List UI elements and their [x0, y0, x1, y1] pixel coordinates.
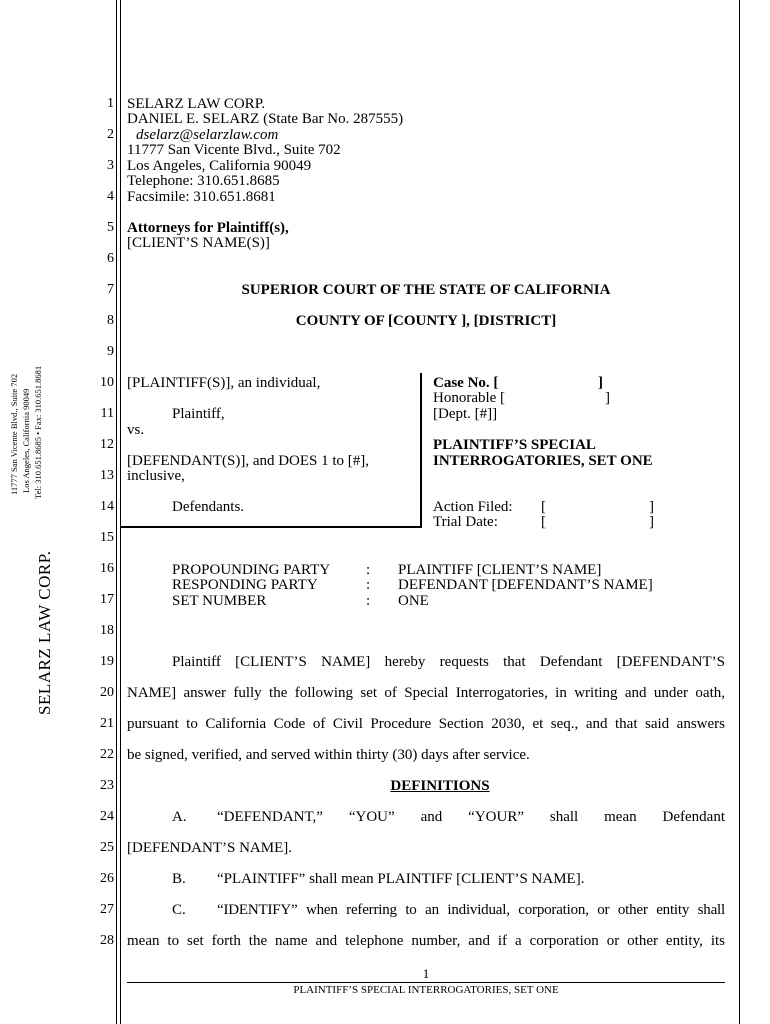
header-city: Los Angeles, California 90049 [127, 158, 312, 174]
definition-b-text: “PLAINTIFF” shall mean PLAINTIFF [CLIENT’S NAME]. [217, 871, 585, 887]
line-number: 28 [100, 933, 114, 948]
line-number: 7 [107, 282, 114, 297]
line-number: 6 [107, 251, 114, 266]
line-number: 5 [107, 220, 114, 235]
party-value: DEFENDANT [DEFENDANT’S NAME] [398, 577, 653, 593]
line-number: 9 [107, 344, 114, 359]
party-label: SET NUMBER [172, 593, 267, 609]
header-attorneys-for: Attorneys for Plaintiff(s), [127, 220, 289, 236]
honorable-close: ] [605, 390, 610, 406]
line-number: 12 [100, 437, 114, 452]
side-address-line1: 11777 San Vicente Blvd., Suite 702 [9, 373, 19, 495]
party-sep: : [366, 593, 371, 609]
line-number: 21 [100, 716, 114, 731]
line-number: 20 [100, 685, 114, 700]
trial-date-label: Trial Date: [433, 514, 498, 530]
line-number: 11 [100, 406, 114, 421]
line-number: 8 [107, 313, 114, 328]
action-filed-close: ] [649, 499, 654, 515]
action-filed-label: Action Filed: [433, 499, 513, 515]
line-number: 23 [100, 778, 114, 793]
side-address-line3: Tel: 310.651.8685 • Fax: 310.651.8681 [33, 365, 43, 499]
line-number: 22 [100, 747, 114, 762]
court-county: COUNTY OF [COUNTY ], [DISTRICT] [295, 313, 557, 329]
body-para1-line2: NAME] answer fully the following set of Special Interrogatories, in writing and under oath, [127, 685, 725, 701]
caption-divider-vertical [420, 373, 422, 527]
definition-a-line1: “DEFENDANT,” “YOU” and “YOUR” shall mean Defendant [217, 809, 725, 825]
line-number: 16 [100, 561, 114, 576]
party-sep: : [366, 577, 371, 593]
body-para1-line4: be signed, verified, and served within thirty (30) days after service. [127, 747, 530, 763]
left-margin-rule-outer [116, 0, 117, 1024]
line-number: 25 [100, 840, 114, 855]
caption-defendant-line2: inclusive, [127, 468, 185, 484]
party-label: PROPOUNDING PARTY [172, 562, 331, 578]
line-number: 19 [100, 654, 114, 669]
party-value: PLAINTIFF [CLIENT’S NAME] [398, 562, 602, 578]
header-email: dselarz@selarzlaw.com [136, 127, 279, 143]
footer-rule [127, 982, 725, 983]
department: [Dept. [#]] [433, 406, 498, 422]
left-margin-rule-inner [120, 0, 121, 1024]
definition-c-line2: mean to set forth the name and telephone number, and if a corporation or other entity, its [127, 933, 725, 949]
definitions-heading: DEFINITIONS [390, 778, 490, 794]
document-title-line2: INTERROGATORIES, SET ONE [433, 453, 653, 469]
document-title-line1: PLAINTIFF’S SPECIAL [433, 437, 596, 453]
trial-date-close: ] [649, 514, 654, 530]
line-number: 17 [100, 592, 114, 607]
case-number-close: ] [598, 375, 603, 391]
caption-divider-horizontal [121, 526, 422, 528]
party-value: ONE [398, 593, 429, 609]
caption-vs: vs. [127, 422, 145, 438]
caption-defendant-role: Defendants. [172, 499, 245, 515]
action-filed-open: [ [541, 499, 546, 515]
line-number: 4 [107, 189, 114, 204]
line-number: 24 [100, 809, 114, 824]
line-number: 15 [100, 530, 114, 545]
party-label: RESPONDING PARTY [172, 577, 318, 593]
line-number: 14 [100, 499, 114, 514]
caption-defendant-line1: [DEFENDANT(S)], and DOES 1 to [#], [127, 453, 370, 469]
header-attorney: DANIEL E. SELARZ (State Bar No. 287555) [127, 111, 404, 127]
header-telephone: Telephone: 310.651.8685 [127, 173, 280, 189]
line-number: 18 [100, 623, 114, 638]
definition-a-letter: A. [172, 809, 187, 825]
court-name: SUPERIOR COURT OF THE STATE OF CALIFORNIA [241, 282, 611, 298]
footer-title: PLAINTIFF’S SPECIAL INTERROGATORIES, SET ONE [293, 984, 559, 996]
definition-c-letter: C. [172, 902, 186, 918]
line-number: 13 [100, 468, 114, 483]
line-number: 10 [100, 375, 114, 390]
definition-b-letter: B. [172, 871, 186, 887]
definition-a-line2: [DEFENDANT’S NAME]. [127, 840, 292, 856]
honorable-label: Honorable [ [433, 390, 506, 406]
body-para1-line1: Plaintiff [CLIENT’S NAME] hereby requests that Defendant [DEFENDANT’S [172, 654, 725, 670]
footer-page-number: 1 [422, 966, 430, 981]
side-address-line2: Los Angeles, California 90049 [21, 388, 31, 493]
right-margin-rule [739, 0, 740, 1024]
header-firm: SELARZ LAW CORP. [127, 96, 266, 112]
body-para1-line3: pursuant to California Code of Civil Procedure Section 2030, et seq., and that said answers [127, 716, 725, 732]
header-street: 11777 San Vicente Blvd., Suite 702 [127, 142, 341, 158]
caption-plaintiff-role: Plaintiff, [172, 406, 225, 422]
line-number: 2 [107, 127, 114, 142]
case-number-label: Case No. [ [433, 375, 499, 391]
party-sep: : [366, 562, 371, 578]
side-firm-name: SELARZ LAW CORP. [35, 550, 54, 715]
line-number: 26 [100, 871, 114, 886]
trial-date-open: [ [541, 514, 546, 530]
caption-plaintiff: [PLAINTIFF(S)], an individual, [127, 375, 321, 391]
header-client: [CLIENT’S NAME(S)] [127, 235, 270, 251]
definition-c-line1: “IDENTIFY” when referring to an individual, corporation, or other entity shall [217, 902, 725, 918]
line-number: 1 [107, 96, 114, 111]
header-facsimile: Facsimile: 310.651.8681 [127, 189, 276, 205]
line-number: 27 [100, 902, 114, 917]
line-number: 3 [107, 158, 114, 173]
